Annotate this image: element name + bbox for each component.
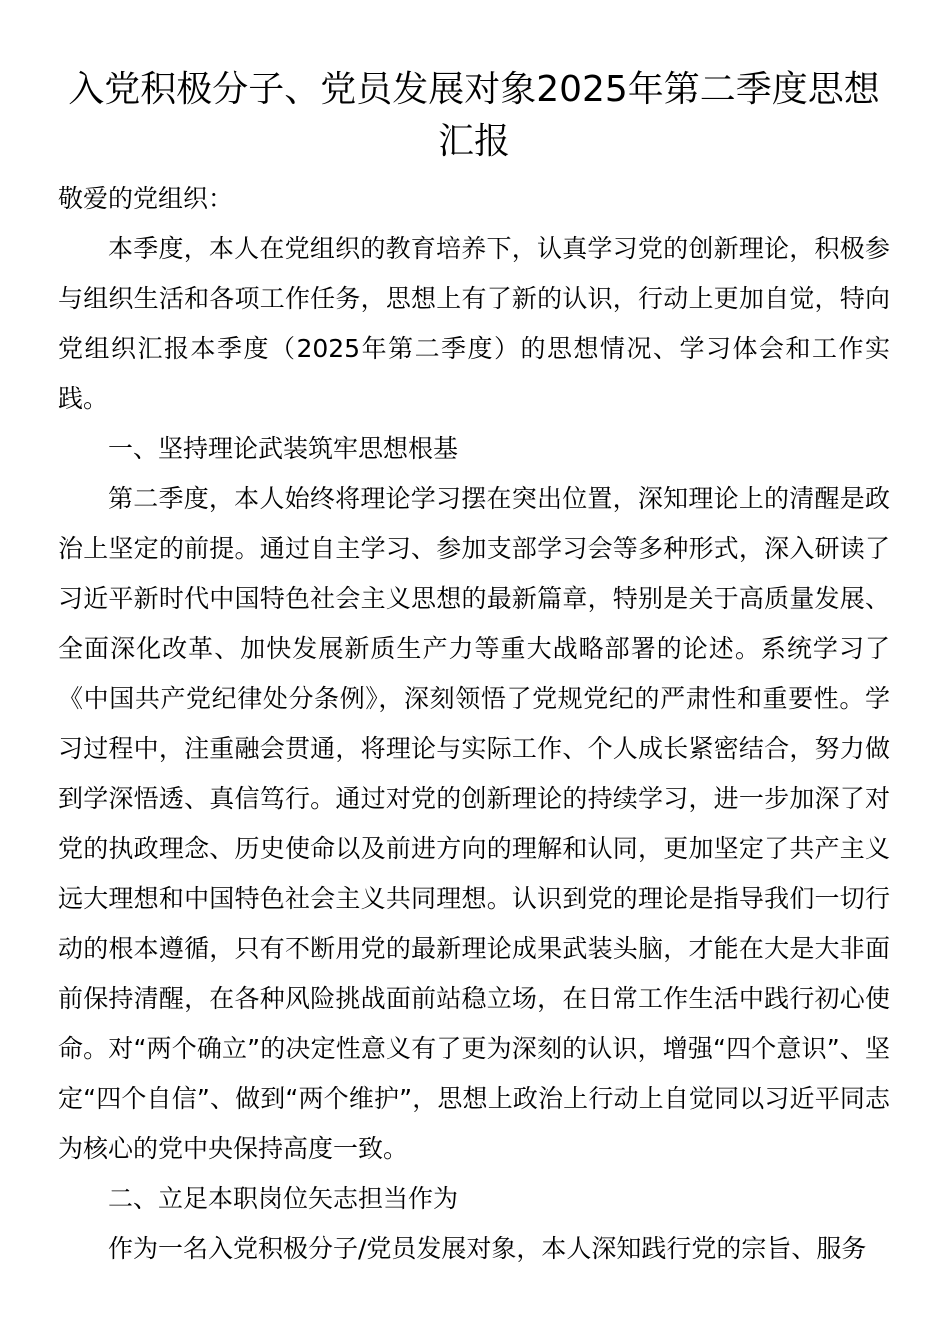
section-1-paragraph: 第二季度，本人始终将理论学习摆在突出位置，深知理论上的清醒是政治上坚定的前提。通过自主学习、参加支部学习会等多种形式，深入研读了习近平新时代中国特色社会主义思想的最新篇章，特别是关于高质量发展、全面深化改革、加快发展新质生产力等重大战略部署的论述。系统学习了《中国共产党纪律处分条例》，深刻领悟了党规党纪的严肃性和重要性。学习过程中，注重融会贯通，将理论与实际工作、个人成长紧密结合，努力做到学深悟透、真信笃行。通过对党的创新理论的持续学习，进一步加深了对党的执政理念、历史使命以及前进方向的理解和认同，更加坚定了共产主义远大理想和中国特色社会主义共同理想。认识到党的理论是指导我们一切行动的根本遵循，只有不断用党的最新理论成果武装头脑，才能在大是大非面前保持清醒，在各种风险挑战面前站稳立场，在日常工作生活中践行初心使命。对“两个确立”的决定性意义有了更为深刻的认识，增强“四个意识”、坚定“四个自信”、做到“两个维护”，思想上政治上行动上自觉同以习近平同志为核心的党中央保持高度一致。 [58,484,890,1163]
section-1-heading: 一、坚持理论武装筑牢思想根基 [108,434,459,463]
intro-paragraph: 本季度，本人在党组织的教育培养下，认真学习党的创新理论，积极参与组织生活和各项工作任务，思想上有了新的认识，行动上更加自觉，特向党组织汇报本季度（2025年第二季度）的思想情况、学习体会和工作实践。 [58,234,890,413]
section-2-heading: 二、立足本职岗位矢志担当作为 [108,1184,459,1213]
section-2-paragraph: 作为一名入党积极分子/党员发展对象，本人深知践行党的宗旨、服务 [108,1234,867,1263]
document-title: 入党积极分子、党员发展对象2025年第二季度思想汇报 [68,69,880,162]
salutation: 敬爱的党组织： [58,184,234,213]
